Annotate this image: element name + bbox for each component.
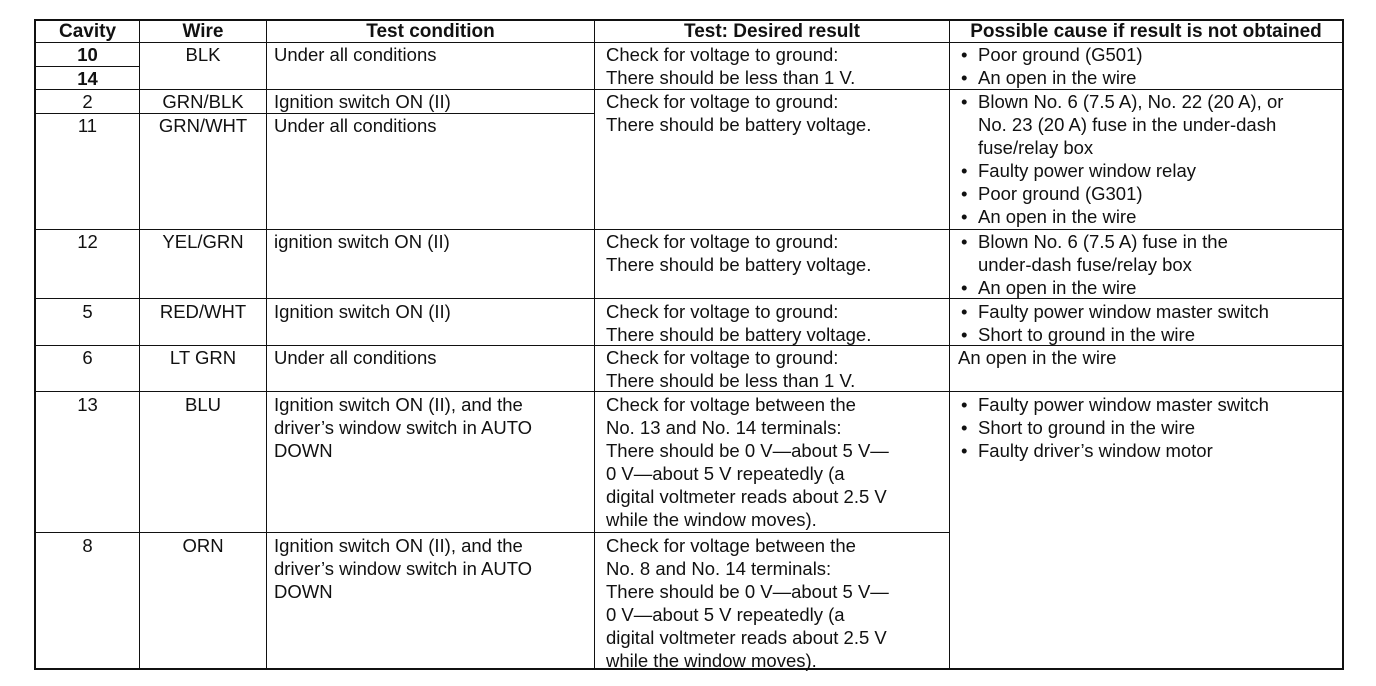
- result-line: Check for voltage to ground:: [606, 231, 839, 252]
- wire-cell: BLU: [185, 394, 221, 415]
- condition-cell: [274, 90, 451, 113]
- result-line: There should be 0 V—about 5 V—: [606, 581, 889, 602]
- wire-cell: BLK: [185, 44, 221, 65]
- result-cell: [606, 393, 889, 531]
- cavity-cell: 11: [77, 115, 98, 136]
- condition-line: Under all conditions: [274, 347, 437, 368]
- wire-cell: YEL/GRN: [162, 231, 244, 252]
- header-desired-result: Test: Desired result: [684, 21, 860, 42]
- condition-cell: [274, 393, 532, 462]
- result-line: Check for voltage between the: [606, 394, 856, 415]
- condition-line: Ignition switch ON (II): [274, 91, 451, 112]
- result-line: while the window moves).: [606, 509, 817, 530]
- cause-continuation: No. 23 (20 A) fuse in the under-dash: [978, 114, 1277, 135]
- condition-cell: [274, 230, 450, 253]
- condition-line: driver’s window switch in AUTO: [274, 417, 533, 438]
- cause-cell: [958, 90, 1283, 228]
- condition-line: Under all conditions: [274, 115, 437, 136]
- condition-cell: [274, 534, 532, 603]
- result-cell: [606, 300, 871, 346]
- result-line: There should be battery voltage.: [606, 114, 872, 135]
- cause-cell: [958, 393, 1269, 462]
- condition-line: driver’s window switch in AUTO: [274, 558, 533, 579]
- condition-cell: [274, 43, 436, 66]
- cause-cell: [958, 230, 1228, 299]
- wire-cell: GRN/BLK: [162, 91, 244, 112]
- result-cell: [606, 43, 855, 89]
- result-line: digital voltmeter reads about 2.5 V: [606, 627, 887, 648]
- cause-cell: [958, 43, 1143, 89]
- result-cell: [606, 230, 871, 276]
- cause-bullet: • Faulty power window relay: [958, 159, 1283, 182]
- result-line: while the window moves).: [606, 650, 817, 671]
- header-possible-cause: Possible cause if result is not obtained: [970, 21, 1322, 42]
- cause-bullet: • Faulty power window master switch: [958, 300, 1269, 323]
- result-line: There should be less than 1 V.: [606, 370, 856, 391]
- cause-bullet: • Short to ground in the wire: [958, 416, 1269, 439]
- cavity-cell: 13: [77, 394, 98, 415]
- wire-cell: ORN: [182, 535, 224, 556]
- cavity-cell: 2: [82, 91, 93, 112]
- result-line: Check for voltage between the: [606, 535, 856, 556]
- cause-cell: [958, 346, 1116, 369]
- condition-line: Ignition switch ON (II), and the: [274, 535, 523, 556]
- result-line: 0 V—about 5 V repeatedly (a: [606, 604, 845, 625]
- result-line: 0 V—about 5 V repeatedly (a: [606, 463, 845, 484]
- result-line: No. 13 and No. 14 terminals:: [606, 417, 842, 438]
- cavity-cell: 6: [82, 347, 93, 368]
- result-line: Check for voltage to ground:: [606, 347, 839, 368]
- result-line: No. 8 and No. 14 terminals:: [606, 558, 832, 579]
- cause-continuation: under-dash fuse/relay box: [978, 254, 1192, 275]
- cavity-cell: 14: [77, 68, 98, 89]
- cause-cell: [958, 300, 1269, 346]
- wire-cell: RED/WHT: [159, 301, 247, 322]
- result-cell: [606, 534, 889, 672]
- cause-bullet: • An open in the wire: [958, 205, 1283, 228]
- condition-line: DOWN: [274, 440, 333, 461]
- result-cell: [606, 346, 855, 392]
- cause-bullet: • Faulty power window master switch: [958, 393, 1269, 416]
- condition-line: Under all conditions: [274, 44, 437, 65]
- cause-bullet: • An open in the wire: [958, 66, 1143, 89]
- cavity-cell: 10: [77, 44, 98, 65]
- condition-line: ignition switch ON (II): [274, 231, 450, 252]
- cavity-cell: 12: [77, 231, 98, 252]
- cause-bullet: • Blown No. 6 (7.5 A) fuse in the: [958, 230, 1228, 253]
- result-line: Check for voltage to ground:: [606, 91, 839, 112]
- connector-test-table: [34, 19, 1344, 670]
- cavity-cell: 8: [82, 535, 93, 556]
- cause-text: An open in the wire: [958, 347, 1117, 368]
- result-line: There should be less than 1 V.: [606, 67, 856, 88]
- cause-bullet: • Poor ground (G501): [958, 43, 1143, 66]
- cause-continuation: fuse/relay box: [978, 137, 1094, 158]
- wire-cell: GRN/WHT: [158, 115, 248, 136]
- result-line: digital voltmeter reads about 2.5 V: [606, 486, 887, 507]
- header-wire: Wire: [182, 21, 224, 42]
- condition-cell: [274, 300, 451, 323]
- condition-line: Ignition switch ON (II): [274, 301, 451, 322]
- result-line: Check for voltage to ground:: [606, 301, 839, 322]
- wire-cell: LT GRN: [169, 347, 237, 368]
- cause-bullet: • An open in the wire: [958, 276, 1228, 299]
- cause-bullet: • Faulty driver’s window motor: [958, 439, 1269, 462]
- result-line: There should be battery voltage.: [606, 254, 872, 275]
- condition-line: DOWN: [274, 581, 333, 602]
- cause-bullet: • Short to ground in the wire: [958, 323, 1269, 346]
- row-divider: [36, 532, 949, 533]
- result-line: Check for voltage to ground:: [606, 44, 839, 65]
- result-line: There should be battery voltage.: [606, 324, 872, 345]
- header-test-condition: Test condition: [366, 21, 495, 42]
- result-cell: [606, 90, 871, 136]
- result-line: There should be 0 V—about 5 V—: [606, 440, 889, 461]
- condition-line: Ignition switch ON (II), and the: [274, 394, 523, 415]
- condition-cell: [274, 114, 436, 137]
- cavity-cell: 5: [82, 301, 93, 322]
- cause-bullet: • Poor ground (G301): [958, 182, 1283, 205]
- cause-bullet: • Blown No. 6 (7.5 A), No. 22 (20 A), or: [958, 90, 1283, 113]
- header-cavity: Cavity: [58, 21, 117, 42]
- condition-cell: [274, 346, 436, 369]
